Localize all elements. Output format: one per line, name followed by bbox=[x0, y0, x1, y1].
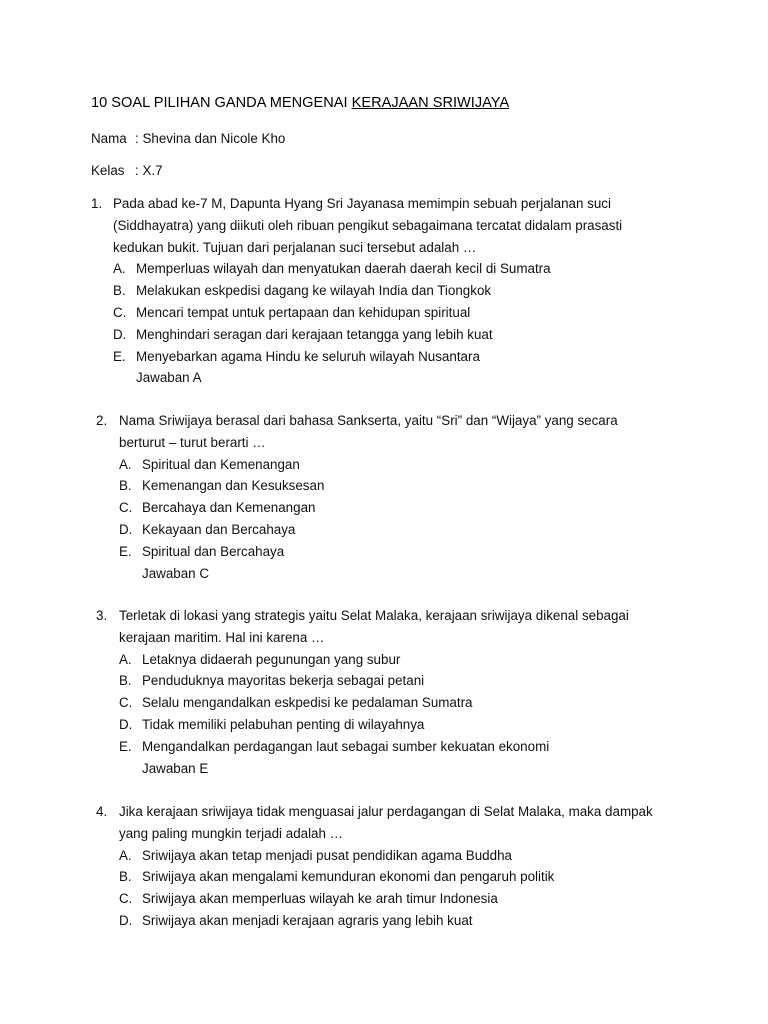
question-text-line: yang paling mungkin terjadi adalah … bbox=[119, 825, 344, 841]
option-letter: E. bbox=[113, 348, 126, 364]
document-title bbox=[91, 95, 509, 111]
question-number: 3. bbox=[96, 608, 108, 623]
option-text: Spiritual dan Kemenangan bbox=[142, 456, 300, 472]
kelas-value: : X.7 bbox=[135, 163, 163, 178]
kelas-label: Kelas bbox=[91, 163, 125, 178]
question-number: 2. bbox=[96, 413, 108, 428]
question-text-line: Nama Sriwijaya berasal dari bahasa Sankserta, yaitu “Sri” dan “Wijaya” yang secara bbox=[119, 413, 618, 428]
option-letter: B. bbox=[119, 869, 132, 885]
option-text: Menghindari seragan dari kerajaan tetangga yang lebih kuat bbox=[136, 326, 493, 342]
answer-key: Jawaban E bbox=[142, 760, 209, 776]
option-text: Kemenangan dan Kesuksesan bbox=[142, 478, 325, 494]
option-letter: D. bbox=[119, 717, 133, 732]
kelas-row bbox=[91, 163, 163, 178]
option-text: Sriwijaya akan menjadi kerajaan agraris yang lebih kuat bbox=[142, 913, 473, 928]
option-text: Sriwijaya akan mengalami kemunduran ekonomi dan pengaruh politik bbox=[142, 869, 555, 885]
option-letter: B. bbox=[113, 283, 126, 299]
option-letter: C. bbox=[119, 500, 133, 516]
option-text: Mencari tempat untuk pertapaan dan kehidupan spiritual bbox=[136, 305, 471, 320]
question-number: 4. bbox=[96, 804, 108, 819]
option-text: Letaknya didaerah pegunungan yang subur bbox=[142, 651, 401, 667]
nama-value: : Shevina dan Nicole Kho bbox=[135, 131, 286, 146]
question-text-line: Terletak di lokasi yang strategis yaitu Selat Malaka, kerajaan sriwijaya dikenal sebagai bbox=[119, 608, 629, 623]
option-letter: A. bbox=[119, 847, 132, 863]
option-text: Melakukan eskpedisi dagang ke wilayah India dan Tiongkok bbox=[136, 283, 492, 299]
option-letter: E. bbox=[119, 738, 132, 754]
option-letter: E. bbox=[119, 543, 132, 559]
answer-key: Jawaban A bbox=[136, 370, 202, 386]
option-letter: D. bbox=[113, 326, 127, 342]
nama-label: Nama bbox=[91, 131, 127, 146]
question-text-line: kedukan bukit. Tujuan dari perjalanan suci tersebut adalah … bbox=[113, 239, 477, 255]
option-text: Sriwijaya akan tetap menjadi pusat pendidikan agama Buddha bbox=[142, 847, 512, 863]
option-letter: A. bbox=[119, 651, 132, 667]
option-text: Sriwijaya akan memperluas wilayah ke arah timur Indonesia bbox=[142, 891, 498, 907]
option-text: Penduduknya mayoritas bekerja sebagai petani bbox=[142, 673, 425, 689]
question-text-line: (Siddhayatra) yang diikuti oleh ribuan pengikut sebagaimana tercatat didalam prasasti bbox=[113, 217, 623, 233]
option-text: Mengandalkan perdagangan laut sebagai sumber kekuatan ekonomi bbox=[142, 738, 550, 754]
nama-row bbox=[91, 131, 285, 146]
option-text: Bercahaya dan Kemenangan bbox=[142, 500, 316, 516]
option-letter: A. bbox=[113, 261, 126, 277]
option-text: Kekayaan dan Bercahaya bbox=[142, 522, 296, 537]
option-letter: B. bbox=[119, 478, 132, 494]
title-prefix: 10 SOAL PILIHAN GANDA MENGENAI bbox=[91, 95, 352, 111]
question-text-line: Pada abad ke-7 M, Dapunta Hyang Sri Jayanasa memimpin sebuah perjalanan suci bbox=[113, 196, 611, 211]
option-letter: C. bbox=[119, 891, 133, 907]
option-text: Memperluas wilayah dan menyatukan daerah daerah kecil di Sumatra bbox=[136, 261, 551, 277]
question-number: 1. bbox=[91, 196, 103, 211]
option-letter: C. bbox=[119, 695, 133, 711]
option-letter: C. bbox=[113, 305, 127, 320]
option-text: Menyebarkan agama Hindu ke seluruh wilayah Nusantara bbox=[136, 348, 480, 364]
question-text-line: Jika kerajaan sriwijaya tidak menguasai jalur perdagangan di Selat Malaka, maka dampak bbox=[119, 804, 653, 819]
title-underlined: KERAJAAN SRIWIJAYA bbox=[351, 95, 510, 111]
question-text-line: berturut – turut berarti … bbox=[119, 434, 266, 450]
option-letter: A. bbox=[119, 456, 132, 472]
option-text: Spiritual dan Bercahaya bbox=[142, 543, 285, 559]
option-letter: D. bbox=[119, 522, 133, 537]
option-letter: B. bbox=[119, 673, 132, 689]
option-letter: D. bbox=[119, 913, 133, 928]
option-text: Selalu mengandalkan eskpedisi ke pedalaman Sumatra bbox=[142, 695, 473, 711]
answer-key: Jawaban C bbox=[142, 565, 209, 581]
option-text: Tidak memiliki pelabuhan penting di wilayahnya bbox=[142, 717, 425, 732]
question-text-line: kerajaan maritim. Hal ini karena … bbox=[119, 629, 325, 645]
